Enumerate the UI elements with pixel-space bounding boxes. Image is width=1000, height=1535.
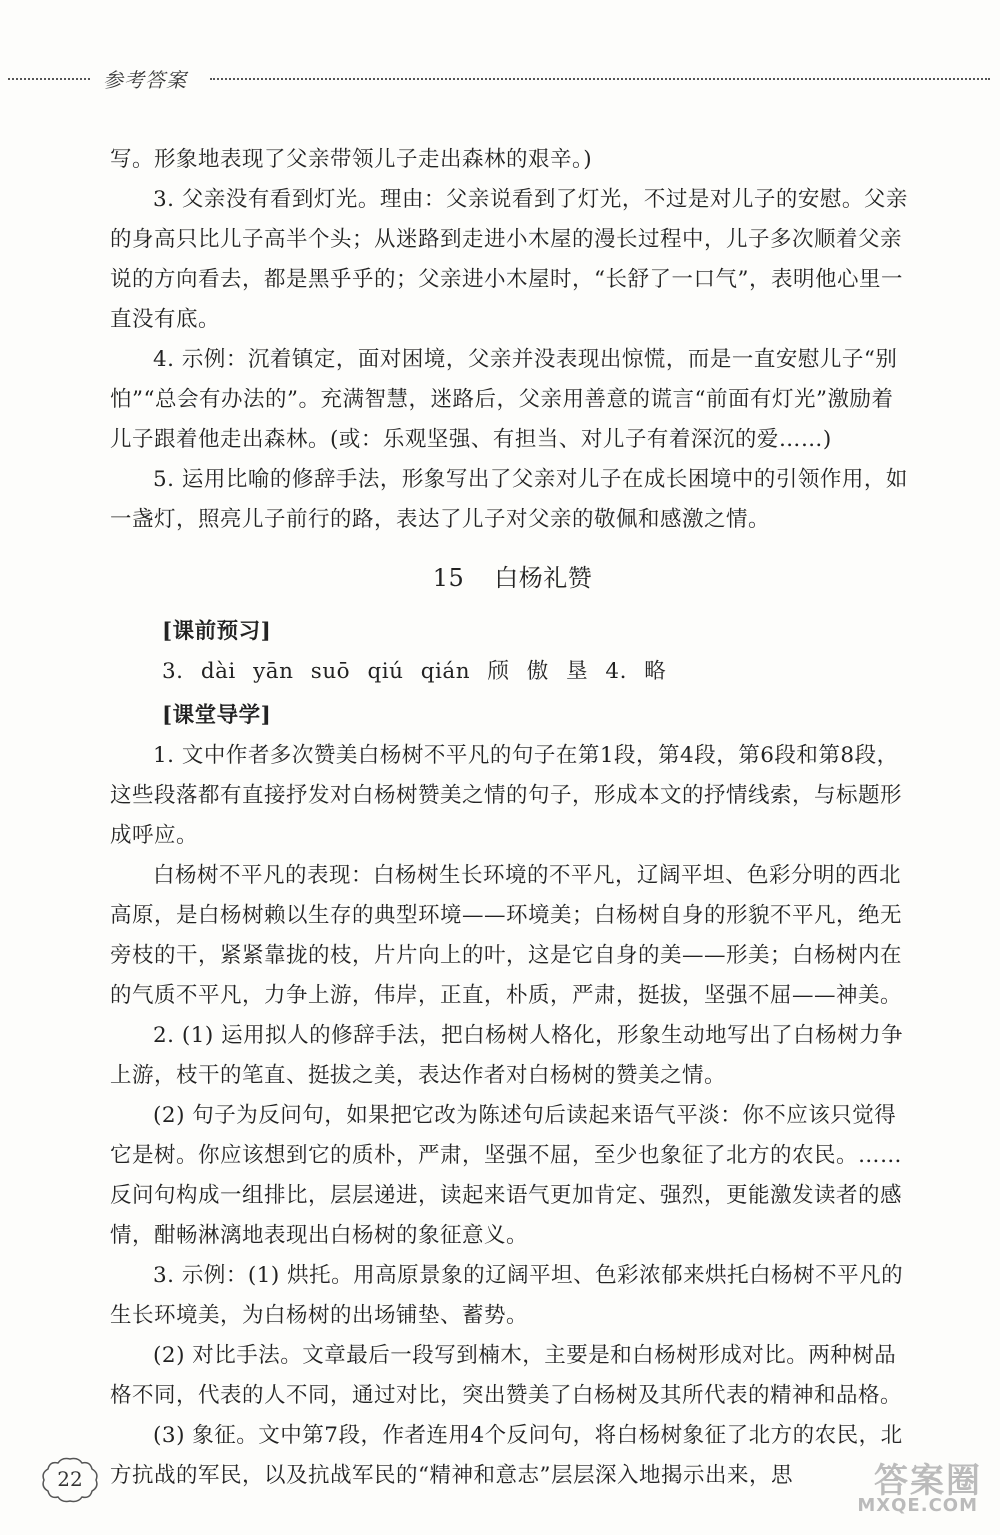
paragraph: 写。形象地表现了父亲带领儿子走出森林的艰辛。) [110, 147, 593, 172]
paragraph: 3. 父亲没有看到灯光。理由：父亲说看到了灯光，不过是对儿子的安慰。父亲的身高只比儿子高半个头；从迷路到走进小木屋的漫长过程中，儿子多次顺着父亲说的方向看去，都是黑乎乎的；父亲进小木屋时，“长舒了一口气”，表明他心里一直没有底。 [110, 187, 908, 332]
page-number-badge [40, 1455, 100, 1505]
watermark-url: MXQE.COM [857, 1495, 978, 1516]
paragraph: (3) 象征。文中第7段，作者连用4个反问句，将白杨树象征了北方的农民，北方抗战的军民，以及抗战军民的“精神和意志”层层深入地揭示出来，思 [110, 1423, 903, 1488]
header-label: 参考答案 [103, 68, 187, 92]
watermark-logo [832, 1453, 982, 1523]
page-body [110, 140, 915, 1496]
header-dotted-rule-right [210, 78, 990, 80]
paragraph: (2) 对比手法。文章最后一段写到楠木，主要是和白杨树形成对比。两种树品格不同，代表的人不同，通过对比，突出赞美了白杨树及其所代表的精神和品格。 [110, 1343, 903, 1408]
paragraph: 3. 示例：(1) 烘托。用高原景象的辽阔平坦、色彩浓郁来烘托白杨树不平凡的生长环境美，为白杨树的出场铺垫、蓄势。 [110, 1263, 904, 1328]
paragraph: (2) 句子为反问句，如果把它改为陈述句后读起来语气平淡：你不应该只觉得它是树。你应该想到它的质朴，严肃，坚强不屈，至少也象征了北方的农民。……反问句构成一组排比，层层递进，读起来语气更加肯定、强烈，更能激发读者的感情，酣畅淋漓地表现出白杨树的象征意义。 [110, 1103, 903, 1248]
page-number: 22 [57, 1467, 83, 1491]
paragraph: 白杨树不平凡的表现：白杨树生长环境的不平凡，辽阔平坦、色彩分明的西北高原，是白杨树赖以生存的典型环境——环境美；白杨树自身的形貌不平凡，绝无旁枝的干，紧紧靠拢的枝，片片向上的叶，这是它自身的美——形美；白杨树内在的气质不平凡，力争上游，伟岸，正直，朴质，严肃，挺拔，坚强不屈——神美。 [110, 863, 903, 1008]
watermark-text: 答案圈 [874, 1461, 982, 1501]
paragraph: 2. (1) 运用拟人的修辞手法，把白杨树人格化，形象生动地写出了白杨树力争上游，枝干的笔直、挺拔之美，表达作者对白杨树的赞美之情。 [110, 1023, 904, 1088]
lesson-heading [110, 556, 915, 600]
paragraph: 5. 运用比喻的修辞手法，形象写出了父亲对儿子在成长困境中的引领作用，如一盏灯，照亮儿子前行的路，表达了儿子对父亲的敬佩和感激之情。 [110, 467, 908, 532]
lesson-title: 白杨礼赞 [494, 564, 593, 592]
section-tag-guide: [课堂导学] [162, 703, 272, 728]
section-tag-preview: [课前预习] [162, 619, 272, 644]
page-header [0, 62, 1000, 92]
paragraph: 1. 文中作者多次赞美白杨树不平凡的句子在第1段，第4段，第6段和第8段，这些段落都有直接抒发对白杨树赞美之情的句子，形成本文的抒情线索，与标题形成呼应。 [110, 743, 903, 848]
paragraph: 4. 示例：沉着镇定，面对困境，父亲并没表现出惊慌，而是一直安慰儿子“别怕”“总会有办法的”。充满智慧，迷路后，父亲用善意的谎言“前面有灯光”激励着儿子跟着他走出森林。(或：乐观坚强、有担当、对儿子有着深沉的爱……) [110, 347, 898, 452]
preview-answer-line: 3. dài yān suō qiú qián 颀 傲 垦 4. 略 [162, 659, 667, 684]
header-dotted-rule-left [8, 78, 90, 80]
lesson-number: 15 [432, 564, 465, 592]
